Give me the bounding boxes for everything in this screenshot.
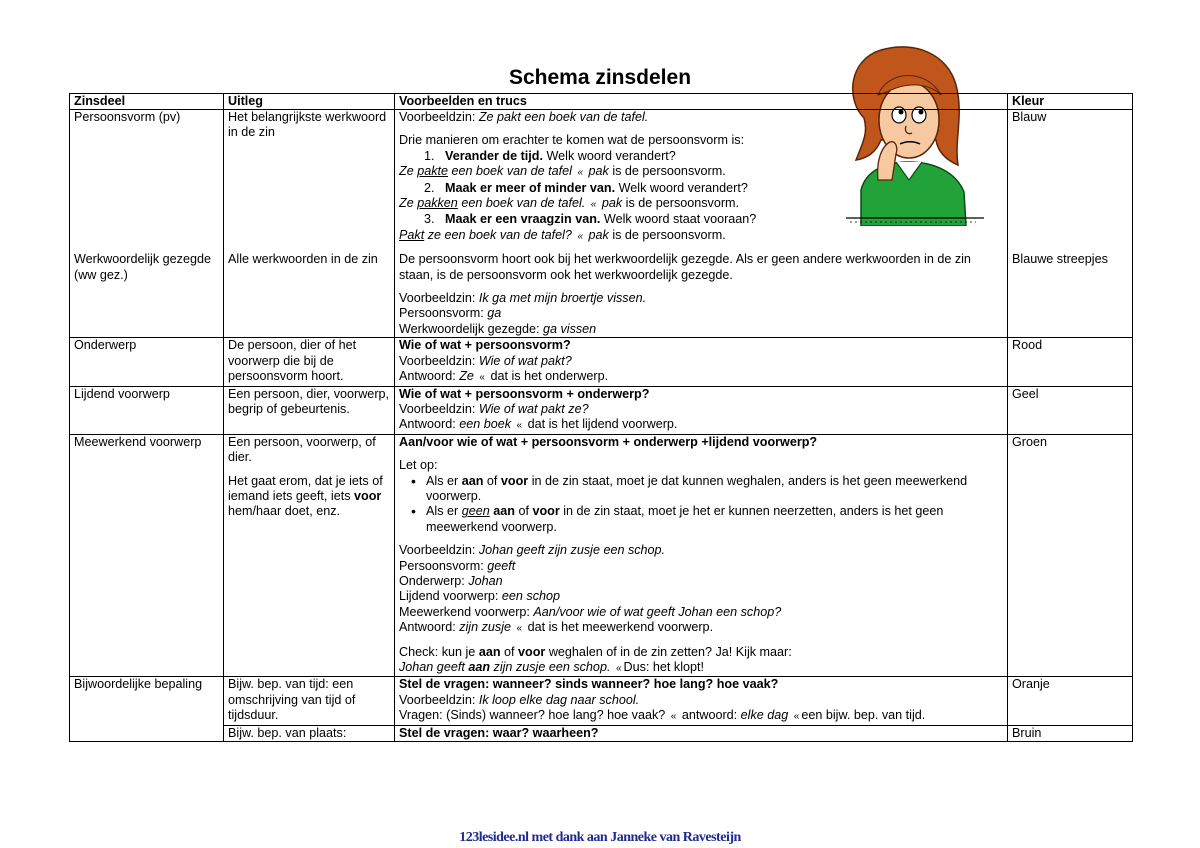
uitleg-cell: Een persoon, voorwerp, of dier. Het gaat erom, dat je iets of iemand iets geeft, iets voor hem/haar doet, enz. (224, 434, 395, 677)
voorbeelden-cell: Aan/voor wie of wat + persoonsvorm + onderwerp +lijdend voorwerp? Let op: • Als er aan of voor in de zin staat, moet je dat kunnen weghalen, anders is het geen meewerkend voorwerp. • Als er geen aan of voor in de zin staat, moet je het er kunnen neerzetten, anders is het geen meewerkend voorwerp. Voorbeeldzin: Johan geeft zijn zusje een schop. Persoonsvorm: geeft Onderwerp: Johan Lijdend voorwerp: een schop Meewerkend voorwerp: Aan/voor wie of wat geeft Johan een schop? Antwoord: zijn zusje « dat is het meewerkend voorwerp. Check: kun je aan of voor weghalen of in de zin zetten? Ja! Kijk maar: Johan geeft aan zijn zusje een schop. « Dus: het klopt! (395, 434, 1008, 677)
arrow-icon: « (577, 167, 584, 179)
zinsdeel-cell: Meewerkend voorwerp (70, 434, 224, 677)
kleur-cell: Blauw (1008, 110, 1133, 253)
table-row (70, 677, 1133, 725)
table-row (70, 338, 1133, 386)
credit-footer: 123lesidee.nl met dank aan Janneke van Ravesteijn (459, 830, 741, 845)
kleur-cell: Groen (1008, 434, 1133, 677)
page-title: Schema zinsdelen (508, 66, 692, 89)
zinsdeel-cell: Onderwerp (70, 338, 224, 386)
header-zinsdeel: Zinsdeel (70, 94, 224, 110)
uitleg-cell: Bijw. bep. van plaats: (224, 725, 395, 741)
table-row (70, 110, 1133, 253)
kleur-cell: Rood (1008, 338, 1133, 386)
uitleg-cell: Het belangrijkste werkwoord in de zin (224, 110, 395, 253)
arrow-icon: « (516, 420, 523, 432)
voorbeelden-cell: Wie of wat + persoonsvorm? Voorbeeldzin: Wie of wat pakt? Antwoord: Ze « dat is het onderwerp. (395, 338, 1008, 386)
uitleg-cell: Bijw. bep. van tijd: een omschrijving van tijd of tijdsduur. (224, 677, 395, 725)
arrow-icon: « (479, 372, 485, 384)
zinsdeel-cell (70, 725, 224, 741)
kleur-cell: Bruin (1008, 725, 1133, 741)
arrow-icon: « (670, 711, 677, 723)
table-row (70, 434, 1133, 677)
voorbeelden-cell: Stel de vragen: waar? waarheen? (395, 725, 1008, 741)
table-row (70, 725, 1133, 741)
voorbeelden-cell: Wie of wat + persoonsvorm + onderwerp? Voorbeeldzin: Wie of wat pakt ze? Antwoord: een boek « dat is het lijdend voorwerp. (395, 386, 1008, 434)
uitleg-cell: Een persoon, dier, voorwerp, begrip of gebeurtenis. (224, 386, 395, 434)
uitleg-cell: De persoon, dier of het voorwerp die bij de persoonsvorm hoort. (224, 338, 395, 386)
table-header-row (70, 94, 1133, 110)
zinsdelen-table (69, 93, 1133, 742)
zinsdeel-cell: Bijwoordelijke bepaling (70, 677, 224, 725)
table-row (70, 386, 1133, 434)
arrow-icon: « (615, 663, 622, 674)
voorbeelden-cell: De persoonsvorm hoort ook bij het werkwoordelijk gezegde. Als er geen andere werkwoorden in de zin staan, is de persoonsvorm ook het werkwoordelijk gezegde. Voorbeeldzin: Ik ga met mijn broertje vissen. Persoonsvorm: ga Werkwoordelijk gezegde: ga vissen (395, 252, 1008, 338)
header-kleur: Kleur (1008, 94, 1133, 110)
zinsdeel-cell: Persoonsvorm (pv) (70, 110, 224, 253)
kleur-cell: Oranje (1008, 677, 1133, 725)
table-row (70, 252, 1133, 338)
arrow-icon: « (577, 230, 584, 242)
zinsdeel-cell: Werkwoordelijk gezegde (ww gez.) (70, 252, 224, 338)
uitleg-cell: Alle werkwoorden in de zin (224, 252, 395, 338)
arrow-icon: « (590, 199, 597, 211)
arrow-icon: « (516, 623, 523, 635)
voorbeelden-cell: Voorbeeldzin: Ze pakt een boek van de tafel. Drie manieren om erachter te komen wat de persoonsvorm is: 1. Verander de tijd. Welk woord verandert? Ze pakte een boek van de tafel « pak is de persoonsvorm. 2. Maak er meer of minder van. Welk woord verandert? Ze pakken een boek van de tafel. « pak is de persoonsvorm. 3. Maak er een vraagzin van. Welk woord staat vooraan? Pakt ze een boek van de tafel? « pak is de persoonsvorm. (395, 110, 1008, 253)
kleur-cell: Geel (1008, 386, 1133, 434)
header-voorbeelden: Voorbeelden en trucs (395, 94, 1008, 110)
arrow-icon: « (793, 711, 800, 723)
zinsdeel-cell: Lijdend voorwerp (70, 386, 224, 434)
header-uitleg: Uitleg (224, 94, 395, 110)
voorbeelden-cell: Stel de vragen: wanneer? sinds wanneer? hoe lang? hoe vaak? Voorbeeldzin: Ik loop elke dag naar school. Vragen: (Sinds) wanneer? hoe lang? hoe vaak? « antwoord: elke dag « een bijw. bep. van tijd. (395, 677, 1008, 725)
kleur-cell: Blauwe streepjes (1008, 252, 1133, 338)
